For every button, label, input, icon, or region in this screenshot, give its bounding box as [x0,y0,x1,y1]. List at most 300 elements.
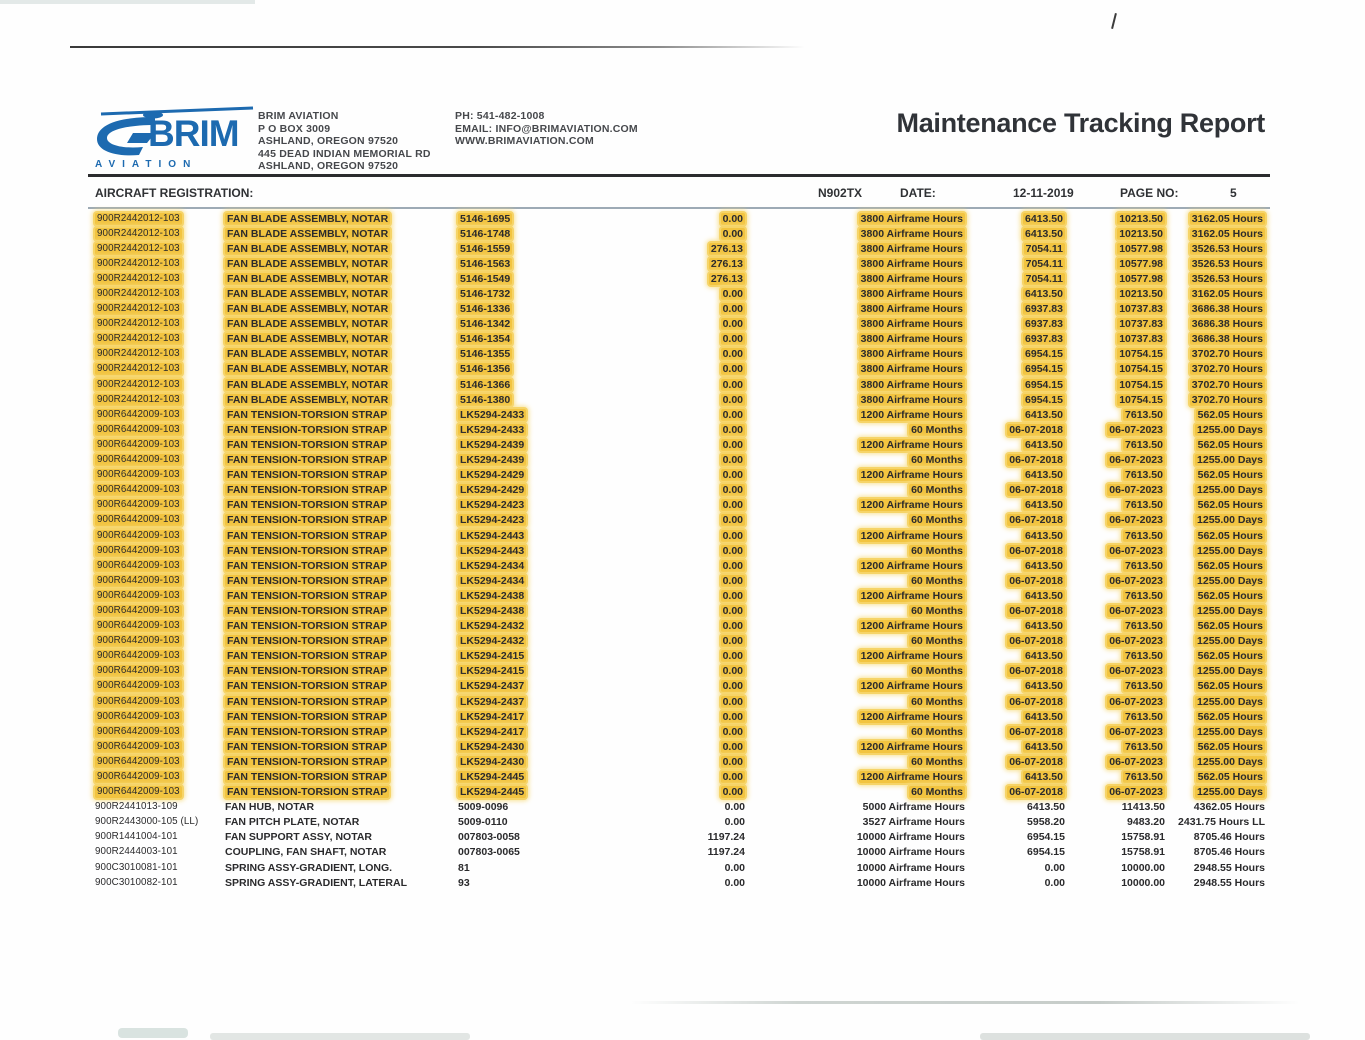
cell-current: 7054.11 [1025,242,1063,255]
cell-part: 900R6442009-103 [97,574,180,586]
cell-remaining: 562.05 Hours [1197,620,1263,633]
company-contact-block [455,110,638,148]
cell-remaining: 1255.00 Days [1197,755,1263,768]
cell-adj: 0.00 [724,816,745,829]
cell-adj: 0.00 [722,710,743,723]
cell-current: 6413.50 [1025,771,1063,784]
table-top-border [88,207,1270,209]
cell-serial: 5009-0096 [458,801,509,814]
table-row [95,664,1265,679]
cell-due: 10000.00 [1121,861,1165,874]
cell-part: 900R6442009-103 [97,786,180,798]
cell-part: 900R6442009-103 [97,755,180,767]
cell-desc: FAN BLADE ASSEMBLY, NOTAR [227,272,389,285]
page-title: Maintenance Tracking Report [896,108,1265,138]
cell-interval: 60 Months [911,484,963,497]
cell-interval: 1200 Airframe Hours [860,620,963,633]
table-row [95,588,1265,603]
cell-interval: 60 Months [911,423,963,436]
cell-current: 6954.15 [1025,378,1063,391]
cell-due: 7613.50 [1125,529,1163,542]
cell-adj: 0.00 [724,861,745,874]
table-row [95,347,1265,362]
cell-serial: LK5294-2433 [460,423,525,436]
cell-adj: 276.13 [710,257,743,270]
cell-adj: 0.00 [724,801,745,814]
cell-part: 900R6442009-103 [97,484,180,496]
cell-current: 6954.15 [1025,348,1063,361]
cell-due: 10213.50 [1119,212,1163,225]
table-row [95,815,1265,830]
cell-serial: 5146-1549 [460,272,511,285]
cell-part: 900R6442009-103 [97,408,180,420]
cell-current: 06-07-2018 [1009,454,1063,467]
cell-desc: FAN BLADE ASSEMBLY, NOTAR [227,318,389,331]
cell-remaining: 3526.53 Hours [1191,272,1263,285]
cell-part: 900R2442012-103 [97,348,180,360]
table-row [95,573,1265,588]
cell-remaining: 4362.05 Hours [1193,801,1265,814]
cell-part: 900R1441004-101 [95,831,178,843]
cell-serial: LK5294-2434 [460,574,525,587]
cell-desc: FAN TENSION-TORSION STRAP [227,740,388,753]
cell-interval: 1200 Airframe Hours [860,710,963,723]
scan-artifact-smudge [980,1033,1310,1040]
cell-part: 900R6442009-103 [97,620,180,632]
cell-adj: 0.00 [722,574,743,587]
cell-desc: FAN TENSION-TORSION STRAP [227,559,388,572]
cell-part: 900R6442009-103 [97,589,180,601]
cell-current: 6954.15 [1027,831,1065,844]
table-row [95,785,1265,800]
cell-desc: SPRING ASSY-GRADIENT, LATERAL [225,876,408,889]
cell-due: 06-07-2023 [1109,695,1163,708]
cell-serial: 5146-1336 [460,303,511,316]
cell-serial: LK5294-2443 [460,529,525,542]
cell-remaining: 562.05 Hours [1197,771,1263,784]
cell-desc: FAN BLADE ASSEMBLY, NOTAR [227,257,389,270]
cell-current: 06-07-2018 [1009,544,1063,557]
cell-remaining: 3162.05 Hours [1191,227,1263,240]
cell-part: 900R2442012-103 [97,303,180,315]
cell-part: 900R6442009-103 [97,771,180,783]
cell-desc: FAN TENSION-TORSION STRAP [227,469,388,482]
cell-remaining: 1255.00 Days [1197,454,1263,467]
company-line: 445 DEAD INDIAN MEMORIAL RD [258,147,431,160]
cell-remaining: 562.05 Hours [1197,408,1263,421]
cell-interval: 60 Months [911,454,963,467]
cell-interval: 1200 Airframe Hours [860,408,963,421]
cell-current: 6413.50 [1025,620,1063,633]
cell-remaining: 562.05 Hours [1197,589,1263,602]
table-row [95,754,1265,769]
cell-adj: 0.00 [722,544,743,557]
cell-interval: 60 Months [911,725,963,738]
cell-current: 6413.50 [1025,710,1063,723]
cell-due: 7613.50 [1125,710,1163,723]
cell-part: 900R6442009-103 [97,635,180,647]
cell-current: 7054.11 [1025,257,1063,270]
cell-serial: LK5294-2423 [460,514,525,527]
cell-serial: LK5294-2437 [460,680,525,693]
cell-current: 06-07-2018 [1009,484,1063,497]
cell-serial: LK5294-2438 [460,604,525,617]
cell-remaining: 2948.55 Hours [1193,861,1265,874]
cell-adj: 0.00 [722,227,743,240]
cell-due: 06-07-2023 [1109,514,1163,527]
table-row [95,619,1265,634]
cell-serial: 5146-1732 [460,288,511,301]
cell-serial: LK5294-2433 [460,408,525,421]
table-row [95,694,1265,709]
cell-due: 7613.50 [1125,408,1163,421]
cell-current: 6413.50 [1025,408,1063,421]
cell-part: 900C3010082-101 [95,876,178,888]
cell-due: 7613.50 [1125,438,1163,451]
cell-serial: LK5294-2429 [460,484,525,497]
cell-serial: LK5294-2443 [460,544,525,557]
cell-part: 900R6442009-103 [97,454,180,466]
maintenance-table [95,211,1265,890]
cell-interval: 3800 Airframe Hours [860,303,963,316]
cell-serial: LK5294-2423 [460,499,525,512]
cell-due: 7613.50 [1125,680,1163,693]
cell-desc: FAN BLADE ASSEMBLY, NOTAR [227,303,389,316]
cell-current: 06-07-2018 [1009,786,1063,799]
cell-adj: 0.00 [722,348,743,361]
cell-interval: 1200 Airframe Hours [860,529,963,542]
cell-remaining: 8705.46 Hours [1193,846,1265,859]
cell-current: 6413.50 [1025,650,1063,663]
cell-interval: 1200 Airframe Hours [860,680,963,693]
company-line: ASHLAND, OREGON 97520 [258,135,399,147]
cell-part: 900R2442012-103 [97,288,180,300]
cell-serial: LK5294-2439 [460,454,525,467]
cell-desc: FAN TENSION-TORSION STRAP [227,695,388,708]
cell-remaining: 3702.70 Hours [1191,348,1263,361]
cell-interval: 3800 Airframe Hours [860,363,963,376]
cell-part: 900R6442009-103 [97,740,180,752]
cell-interval: 10000 Airframe Hours [856,846,965,859]
cell-current: 6413.50 [1025,740,1063,753]
cell-interval: 10000 Airframe Hours [856,876,965,889]
cell-interval: 3800 Airframe Hours [860,333,963,346]
cell-current: 6413.50 [1025,438,1063,451]
cell-remaining: 3526.53 Hours [1191,257,1263,270]
table-row [95,603,1265,618]
logo-sub-text: AVIATION [95,159,198,170]
cell-remaining: 1255.00 Days [1197,665,1263,678]
cell-due: 10213.50 [1119,288,1163,301]
table-row [95,468,1265,483]
cell-remaining: 3702.70 Hours [1191,393,1263,406]
cell-interval: 1200 Airframe Hours [860,771,963,784]
cell-remaining: 562.05 Hours [1197,529,1263,542]
brim-aviation-logo [93,103,258,175]
cell-serial: LK5294-2430 [460,755,525,768]
date-value: 12-11-2019 [1013,186,1074,200]
cell-serial: 007803-0065 [458,846,520,859]
cell-adj: 0.00 [722,454,743,467]
cell-remaining: 3162.05 Hours [1191,212,1263,225]
cell-remaining: 562.05 Hours [1197,559,1263,572]
cell-part: 900R6442009-103 [97,650,180,662]
cell-interval: 3800 Airframe Hours [860,272,963,285]
cell-desc: FAN TENSION-TORSION STRAP [227,484,388,497]
table-row [95,860,1265,875]
cell-serial: LK5294-2415 [460,650,525,663]
cell-serial: 93 [458,876,470,889]
cell-desc: FAN TENSION-TORSION STRAP [227,408,388,421]
cell-adj: 0.00 [722,604,743,617]
table-row [95,800,1265,815]
cell-due: 11413.50 [1121,801,1165,814]
cell-remaining: 562.05 Hours [1197,710,1263,723]
page-number-value: 5 [1230,186,1237,200]
cell-desc: FAN TENSION-TORSION STRAP [227,423,388,436]
logo-brand-text: BRIM [148,113,239,154]
table-row [95,332,1265,347]
cell-part: 900R6442009-103 [97,529,180,541]
cell-adj: 0.00 [722,469,743,482]
cell-desc: FAN TENSION-TORSION STRAP [227,620,388,633]
cell-interval: 1200 Airframe Hours [860,589,963,602]
cell-desc: FAN TENSION-TORSION STRAP [227,438,388,451]
cell-adj: 0.00 [722,771,743,784]
company-line: BRIM AVIATION [258,110,339,122]
cell-serial: 5146-1559 [460,242,511,255]
table-row [95,437,1265,452]
cell-adj: 0.00 [722,423,743,436]
cell-adj: 0.00 [722,680,743,693]
cell-adj: 0.00 [722,635,743,648]
table-row [95,362,1265,377]
cell-serial: LK5294-2429 [460,469,525,482]
cell-part: 900R6442009-103 [97,604,180,616]
cell-interval: 60 Months [911,695,963,708]
cell-due: 10754.15 [1119,348,1163,361]
cell-due: 10754.15 [1119,378,1163,391]
cell-part: 900R2442012-103 [97,378,180,390]
cell-serial: LK5294-2417 [460,710,525,723]
cell-current: 6413.50 [1025,559,1063,572]
phone-line: PH: 541-482-1008 [455,110,545,122]
cell-serial: LK5294-2430 [460,740,525,753]
cell-serial: 5146-1354 [460,333,511,346]
cell-due: 10737.83 [1119,303,1163,316]
cell-desc: FAN TENSION-TORSION STRAP [227,755,388,768]
cell-interval: 60 Months [911,544,963,557]
table-row [95,543,1265,558]
cell-serial: 5146-1355 [460,348,511,361]
table-row [95,317,1265,332]
cell-current: 6937.83 [1025,303,1063,316]
cell-part: 900R2442012-103 [97,318,180,330]
cell-due: 10213.50 [1119,227,1163,240]
cell-interval: 3800 Airframe Hours [860,288,963,301]
cell-part: 900R2442012-103 [97,333,180,345]
cell-due: 06-07-2023 [1109,544,1163,557]
cell-part: 900R2442012-103 [97,363,180,375]
cell-interval: 3800 Airframe Hours [860,212,963,225]
cell-current: 06-07-2018 [1009,725,1063,738]
cell-due: 15758.91 [1121,831,1165,844]
cell-current: 6413.50 [1025,589,1063,602]
cell-due: 06-07-2023 [1109,725,1163,738]
table-row [95,256,1265,271]
cell-remaining: 1255.00 Days [1197,786,1263,799]
cell-part: 900R2442012-103 [97,212,180,224]
cell-interval: 60 Months [911,574,963,587]
cell-due: 9483.20 [1127,816,1165,829]
cell-serial: 5009-0110 [458,816,508,829]
cell-part: 900R6442009-103 [97,423,180,435]
cell-current: 6413.50 [1025,529,1063,542]
table-row [95,422,1265,437]
cell-current: 6413.50 [1025,227,1063,240]
cell-interval: 1200 Airframe Hours [860,740,963,753]
cell-remaining: 3162.05 Hours [1191,288,1263,301]
cell-remaining: 562.05 Hours [1197,499,1263,512]
cell-remaining: 1255.00 Days [1197,725,1263,738]
cell-current: 6954.15 [1027,846,1065,859]
table-row [95,453,1265,468]
table-row [95,649,1265,664]
cell-remaining: 1255.00 Days [1197,484,1263,497]
cell-due: 10754.15 [1119,363,1163,376]
cell-interval: 60 Months [911,786,963,799]
cell-due: 10577.98 [1119,272,1163,285]
email-line: EMAIL: INFO@BRIMAVIATION.COM [455,122,638,135]
cell-due: 10577.98 [1119,242,1163,255]
table-row [95,634,1265,649]
cell-due: 06-07-2023 [1109,484,1163,497]
cell-serial: LK5294-2445 [460,771,525,784]
cell-serial: LK5294-2439 [460,438,525,451]
cell-due: 06-07-2023 [1109,574,1163,587]
cell-remaining: 1255.00 Days [1197,574,1263,587]
cell-desc: FAN BLADE ASSEMBLY, NOTAR [227,288,389,301]
cell-adj: 0.00 [722,288,743,301]
cell-due: 06-07-2023 [1109,786,1163,799]
cell-due: 7613.50 [1125,499,1163,512]
cell-part: 900R2442012-103 [97,227,180,239]
website-line: WWW.BRIMAVIATION.COM [455,135,594,147]
cell-serial: 5146-1748 [460,227,511,240]
cell-current: 5958.20 [1027,816,1065,829]
cell-desc: FAN BLADE ASSEMBLY, NOTAR [227,348,389,361]
table-row [95,679,1265,694]
cell-serial: LK5294-2438 [460,589,525,602]
cell-remaining: 3526.53 Hours [1191,242,1263,255]
cell-desc: FAN TENSION-TORSION STRAP [227,514,388,527]
cell-remaining: 3686.38 Hours [1191,333,1263,346]
cell-due: 15758.91 [1121,846,1165,859]
cell-adj: 0.00 [722,786,743,799]
table-row [95,271,1265,286]
cell-part: 900R2442012-103 [97,242,180,254]
page-number-label: PAGE NO: [1120,186,1179,200]
cell-adj: 0.00 [722,559,743,572]
cell-adj: 1197.24 [707,831,745,844]
cell-remaining: 2948.55 Hours [1193,876,1265,889]
cell-serial: 5146-1380 [460,393,511,406]
cell-current: 06-07-2018 [1009,635,1063,648]
cell-desc: FAN TENSION-TORSION STRAP [227,454,388,467]
cell-current: 06-07-2018 [1009,574,1063,587]
header-divider [88,174,1270,177]
cell-part: 900R6442009-103 [97,695,180,707]
cell-remaining: 562.05 Hours [1197,438,1263,451]
cell-interval: 3800 Airframe Hours [860,318,963,331]
cell-interval: 10000 Airframe Hours [856,831,965,844]
scan-artifact-top-edge [0,0,255,4]
cell-desc: FAN TENSION-TORSION STRAP [227,589,388,602]
cell-desc: FAN TENSION-TORSION STRAP [227,499,388,512]
cell-part: 900R2441013-109 [95,801,178,813]
cell-interval: 1200 Airframe Hours [860,438,963,451]
cell-serial: LK5294-2415 [460,665,525,678]
cell-interval: 3800 Airframe Hours [860,348,963,361]
company-line: P O BOX 3009 [258,122,331,135]
cell-adj: 0.00 [722,408,743,421]
cell-desc: FAN BLADE ASSEMBLY, NOTAR [227,212,389,225]
cell-current: 6954.15 [1025,363,1063,376]
cell-desc: FAN SUPPORT ASSY, NOTAR [225,831,373,844]
cell-desc: FAN BLADE ASSEMBLY, NOTAR [227,242,389,255]
table-row [95,830,1265,845]
cell-serial: LK5294-2417 [460,725,525,738]
cell-serial: LK5294-2437 [460,695,525,708]
cell-due: 06-07-2023 [1109,604,1163,617]
cell-adj: 0.00 [722,318,743,331]
cell-current: 6413.50 [1025,499,1063,512]
scan-artifact-slash-mark [1111,13,1117,29]
cell-current: 06-07-2018 [1009,514,1063,527]
cell-due: 7613.50 [1125,620,1163,633]
table-row [95,709,1265,724]
date-label: DATE: [900,186,936,200]
cell-interval: 1200 Airframe Hours [860,559,963,572]
cell-adj: 0.00 [722,378,743,391]
cell-due: 7613.50 [1125,469,1163,482]
table-row [95,211,1265,226]
cell-adj: 0.00 [722,620,743,633]
cell-current: 6937.83 [1025,333,1063,346]
cell-desc: FAN TENSION-TORSION STRAP [227,635,388,648]
cell-due: 06-07-2023 [1109,423,1163,436]
cell-current: 6413.50 [1025,212,1063,225]
cell-due: 06-07-2023 [1109,755,1163,768]
cell-current: 6954.15 [1025,393,1063,406]
cell-part: 900R2443000-105 (LL) [95,816,199,828]
cell-part: 900R6442009-103 [97,499,180,511]
cell-remaining: 3686.38 Hours [1191,318,1263,331]
cell-adj: 0.00 [722,589,743,602]
cell-current: 6937.83 [1025,318,1063,331]
cell-serial: 5146-1366 [460,378,511,391]
table-row [95,769,1265,784]
cell-interval: 60 Months [911,635,963,648]
cell-part: 900R6442009-103 [97,725,180,737]
cell-desc: FAN TENSION-TORSION STRAP [227,665,388,678]
cell-interval: 5000 Airframe Hours [862,801,965,814]
cell-current: 7054.11 [1025,272,1063,285]
cell-desc: COUPLING, FAN SHAFT, NOTAR [225,846,387,859]
cell-part: 900R2442012-103 [97,272,180,284]
cell-serial: 5146-1342 [460,318,511,331]
cell-due: 06-07-2023 [1109,635,1163,648]
